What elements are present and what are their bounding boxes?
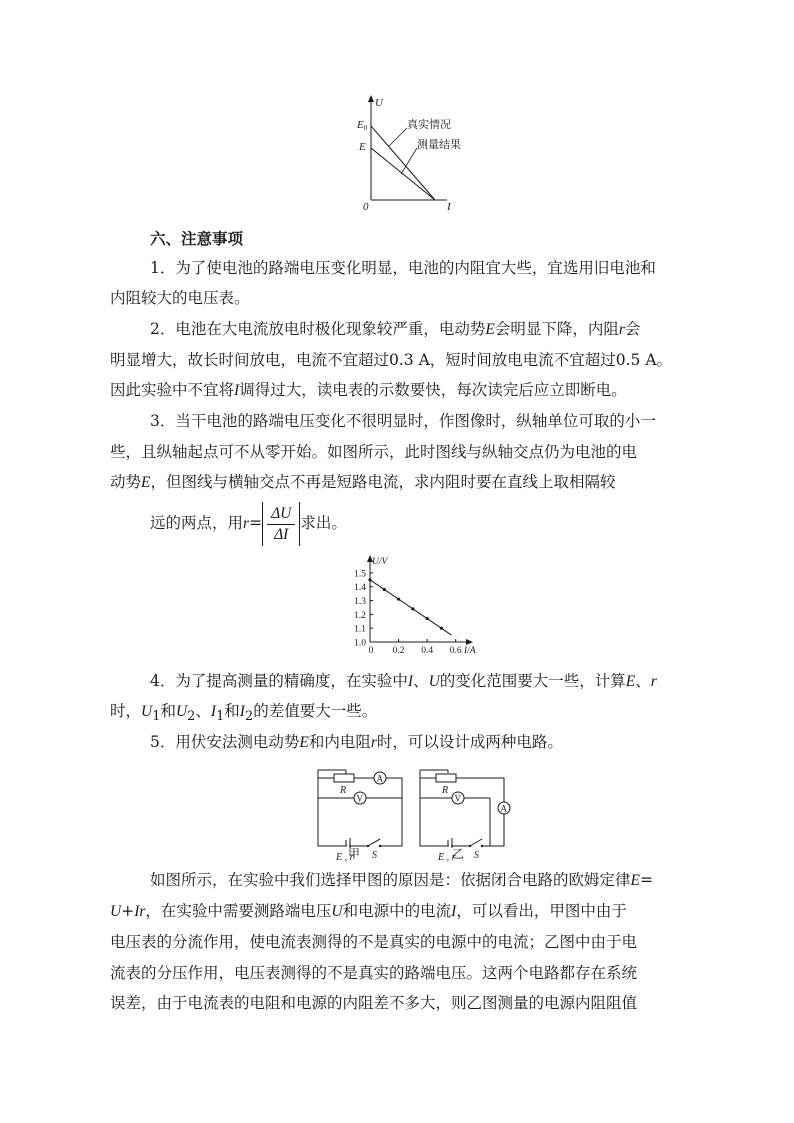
outer-loop	[420, 778, 504, 846]
voltmeter-label: V	[356, 793, 363, 804]
x-tick-label: 0.6	[449, 646, 462, 656]
note-3-line-3: 动势E，但图线与横轴交点不再是短路电流，求内阻时要在直线上取相隔较	[110, 473, 616, 491]
note-5-line-1: 5．用伏安法测电动势E和内电阻r时，可以设计成两种电路。	[150, 733, 563, 751]
note-3-line-2: 些，且纵轴起点可不从零开始。如图所示，此时图线与纵轴交点仍为电池的电	[110, 443, 638, 461]
source-label: E , r	[438, 852, 456, 863]
abs-bar-left	[262, 502, 263, 546]
measured-line	[371, 148, 435, 200]
voltmeter-label: V	[454, 793, 461, 804]
delta-fraction: $\frac{\Delta U}{\Delta I}$	[267, 504, 295, 545]
circuit-jia-caption: 甲	[348, 847, 361, 861]
x-tick-label: 0.2	[392, 646, 405, 656]
u-axis-arrow	[368, 95, 374, 102]
rheostat	[436, 774, 456, 782]
i-axis-label: I	[447, 201, 451, 213]
rheostat	[334, 774, 354, 782]
data-point	[383, 588, 386, 591]
para-6-line-1: 如图所示，在实验中我们选择甲图的原因是：依据闭合电路的欧姆定律E=	[150, 871, 653, 889]
y-tick-label: 1.0	[354, 638, 366, 649]
para-6-line-5: 误差，由于电流表的电阻和电源的内阻差不多大，则乙图测量的电源内阻阻值	[110, 994, 638, 1012]
data-point	[397, 598, 400, 601]
para-6-line-4: 流表的分压作用，电压表测得的不是真实的路端电压。这两个电路都存在系统	[110, 964, 638, 982]
u-axis-label: U	[375, 97, 383, 109]
origin-label: 0	[368, 646, 374, 656]
note-2-line-1: 2．电池在大电流放电时极化现象较严重，电动势E会明显下降，内阻r会	[150, 320, 641, 338]
note-1-line-1: 1．为了使电池的路端电压变化明显，电池的内阻宜大些，宜选用旧电池和	[150, 259, 656, 277]
para-6-line-2: U+Ir，在实验中需要测路端电压U和电源中的电流I，可以看出，甲图中由于	[110, 902, 627, 920]
ammeter-label: A	[376, 773, 383, 784]
origin-label: 0	[363, 201, 369, 213]
circuit-yi-caption: 乙	[452, 847, 465, 861]
x-axis-arrow	[466, 639, 473, 645]
note-1-line-2: 内阻较大的电压表。	[110, 289, 250, 307]
rheostat-label: R	[340, 785, 347, 796]
source-label: E , r	[336, 852, 354, 863]
rheostat-label: R	[442, 785, 449, 796]
real-line	[371, 126, 435, 200]
ui-comparison-figure	[355, 92, 495, 214]
fit-line	[370, 580, 451, 635]
x-tick-label: 0.4	[421, 646, 434, 656]
ammeter-label: A	[500, 803, 507, 814]
data-point	[426, 617, 429, 620]
real-curve-label: 真实情况	[407, 119, 451, 131]
note-2-line-3: 因此实验中不宜将I调得过大，读电表的示数要快，每次读完后应立即断电。	[110, 381, 627, 399]
y-axis-label: U/V	[372, 557, 388, 567]
real-leader	[389, 128, 407, 146]
switch-label: S	[372, 850, 377, 861]
note-3-line-1: 3．当干电池的路端电压变化不很明显时，作图像时，纵轴单位可取的小一	[150, 412, 656, 430]
y-tick-label: 1.2	[354, 610, 366, 621]
outer-loop	[318, 778, 402, 846]
measured-curve-label: 测量结果	[417, 139, 461, 151]
section-title: 六、注意事项	[150, 229, 244, 248]
y-tick-label: 1.1	[354, 624, 366, 635]
y-tick-label: 1.5	[354, 569, 366, 580]
note-4-line-2: 时，$U_1$和$U_2$、$I_1$和$I_2$的差值要大一些。	[110, 702, 378, 725]
x-axis-label: I/A	[464, 646, 476, 656]
data-point	[440, 627, 443, 630]
data-point	[411, 607, 414, 610]
uv-ia-chart	[340, 554, 480, 660]
e0-label: E0	[357, 119, 368, 132]
e-label: E	[359, 141, 366, 153]
y-tick-label: 1.3	[354, 597, 366, 608]
data-point	[368, 578, 371, 581]
note-3-line-4: 远的两点，用r= $\frac{\Delta U}{\Delta I}$ 求出。	[150, 499, 690, 547]
y-tick-label: 1.4	[354, 583, 366, 594]
note-4-line-1: 4．为了提高测量的精确度，在实验中I、U的变化范围要大一些，计算E、r	[150, 672, 657, 690]
note-2-line-2: 明显增大，故长时间放电，电流不宜超过0.3 A，短时间放电电流不宜超过0.5 A。	[110, 351, 673, 369]
para-6-line-3: 电压表的分流作用，使电流表测得的不是真实的电源中的电流；乙图中由于电	[110, 933, 638, 951]
switch-label: S	[474, 850, 479, 861]
